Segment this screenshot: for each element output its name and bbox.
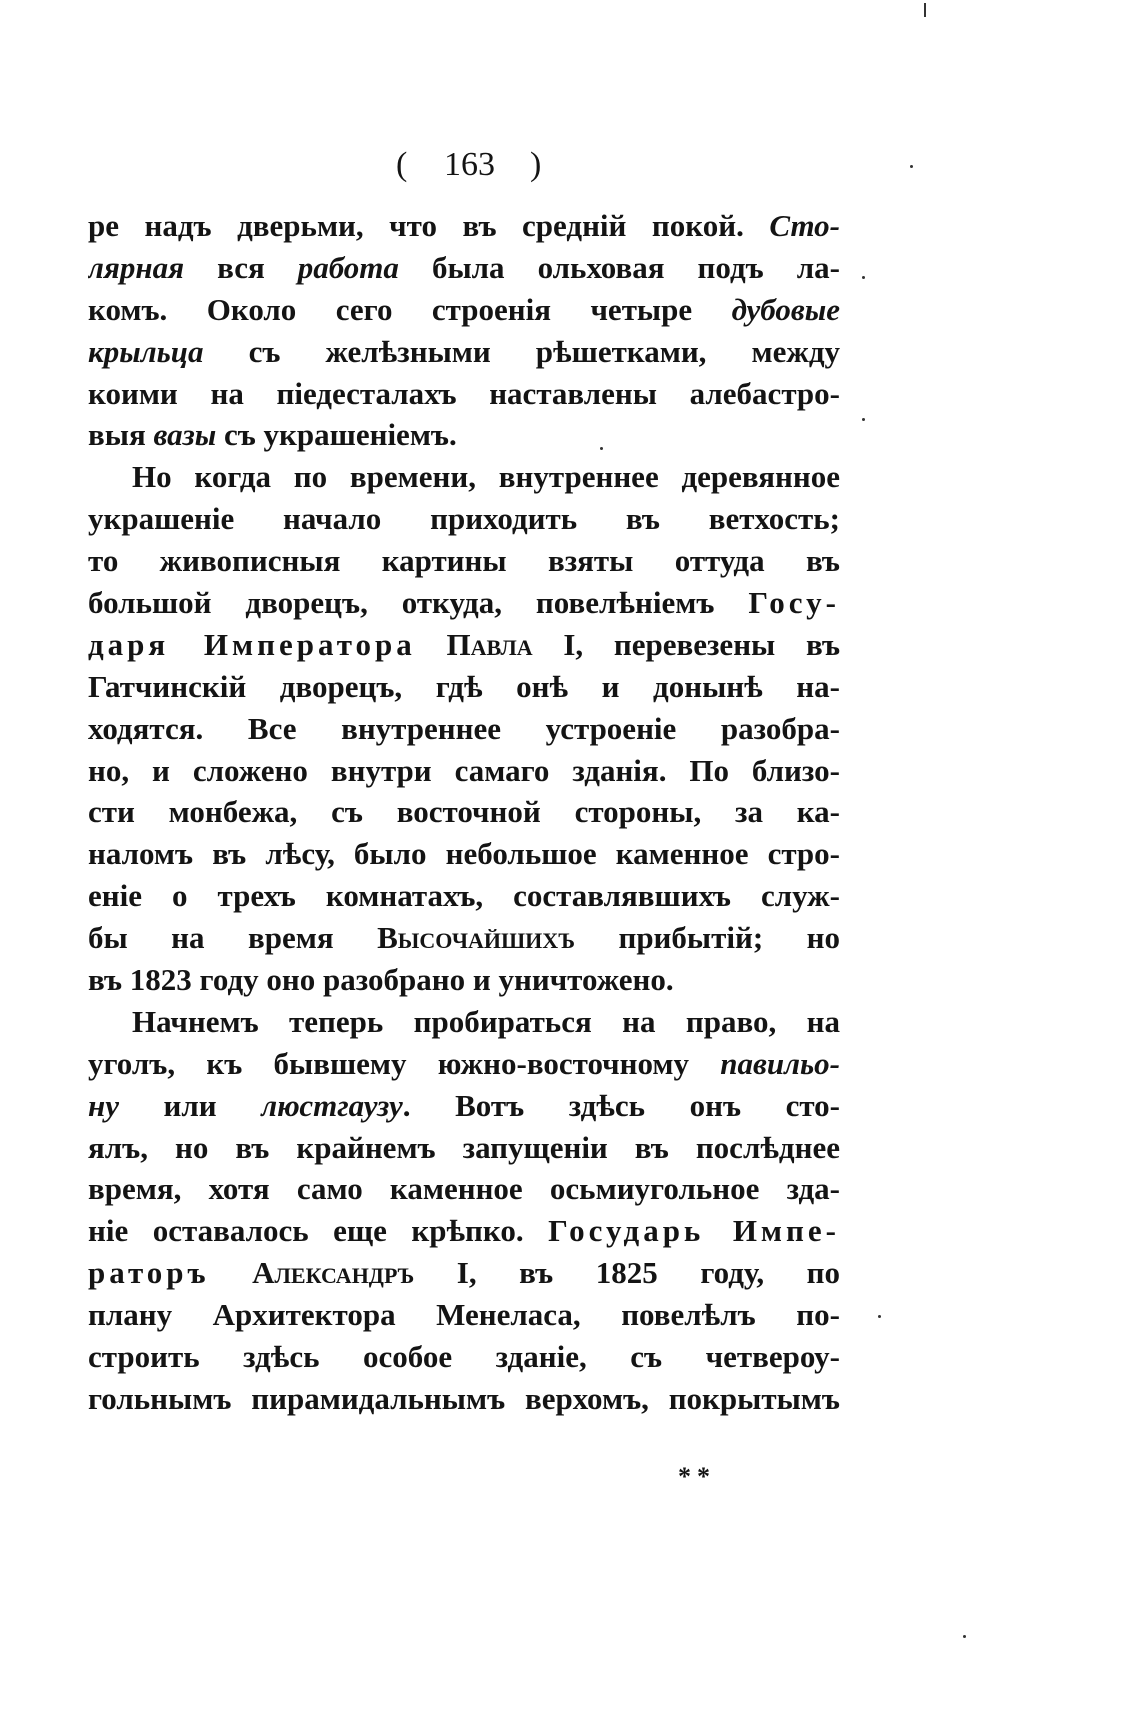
page-number-value: 163 — [444, 146, 495, 183]
spaced-name: Госу- — [748, 585, 840, 621]
italic-term: павильо- — [720, 1045, 840, 1081]
text-run: прибытій; но — [574, 920, 840, 956]
text-line — [88, 1168, 840, 1210]
text-run: сти монбежа, съ восточной стороны, за ка- — [88, 794, 840, 830]
scan-speck — [862, 418, 865, 421]
text-run: строить здѣсь особое зданіе, съ четвероу- — [88, 1339, 840, 1375]
scan-speck — [910, 165, 913, 168]
text-run: . Вотъ здѣсь онъ сто- — [402, 1087, 840, 1123]
text-line — [88, 1294, 840, 1336]
text-line — [88, 833, 840, 875]
text-line — [88, 750, 840, 792]
text-line — [88, 540, 840, 582]
text-run: еніе о трехъ комнатахъ, составлявшихъ служ- — [88, 878, 840, 914]
text-run: была ольховая подъ ла- — [398, 249, 840, 285]
small-caps-name: Павла I — [446, 626, 576, 662]
text-line — [88, 1252, 840, 1294]
spaced-name: раторъ — [88, 1255, 210, 1291]
text-line — [88, 624, 840, 666]
text-run: комъ. Около сего строенія четыре — [88, 291, 732, 327]
text-line — [88, 1085, 840, 1127]
text-run: украшеніе начало приходить въ ветхость; — [88, 501, 840, 537]
text-run: Гатчинскій дворецъ, гдѣ онѣ и донынѣ на- — [88, 668, 840, 704]
scan-speck — [600, 447, 603, 450]
text-run: ходятся. Все внутреннее устроеніе разобра- — [88, 710, 840, 746]
page-number-close-paren: ) — [530, 146, 542, 183]
text-line — [88, 875, 840, 917]
text-run: ялъ, но въ крайнемъ запущеніи въ послѣднее — [88, 1129, 840, 1165]
text-line — [88, 959, 840, 1001]
scan-speck — [862, 276, 865, 279]
text-line — [88, 247, 840, 289]
text-run: но, и сложено внутри самаго зданія. По близо- — [88, 752, 840, 788]
text-run: то живописныя картины взяты оттуда въ — [88, 543, 840, 579]
text-line — [88, 498, 840, 540]
page-number — [0, 140, 1140, 190]
italic-term: Сто- — [769, 208, 840, 243]
page-number-open-paren: ( — [396, 146, 408, 183]
italic-term: лярная — [88, 249, 185, 285]
italic-term: ну — [88, 1087, 119, 1123]
text-line — [88, 1210, 840, 1252]
text-line — [88, 791, 840, 833]
text-line — [88, 1001, 840, 1043]
text-line — [88, 917, 840, 959]
text-run: Начнемъ теперь пробираться на право, на — [132, 1003, 840, 1039]
text-run: Но когда по времени, внутреннее деревянное — [132, 459, 840, 495]
text-run: въ 1823 году оно разобрано и уничтожено. — [88, 962, 674, 998]
text-line — [88, 414, 840, 456]
text-run: ніе оставалось еще крѣпко. — [88, 1213, 549, 1249]
text-run: уголъ, къ бывшему южно-восточному — [88, 1045, 721, 1081]
small-caps-name: Высочайшихъ — [377, 920, 575, 956]
text-run — [210, 1255, 253, 1290]
italic-term: дубовые — [731, 291, 840, 327]
italic-term: люстгаузу — [261, 1087, 403, 1123]
text-run: большой дворецъ, откуда, повелѣніемъ — [88, 585, 749, 621]
italic-term: работа — [297, 249, 399, 285]
text-run: , перевезены въ — [575, 626, 840, 662]
text-line — [88, 1336, 840, 1378]
scan-speck — [924, 3, 926, 17]
text-run: , въ 1825 году, по — [468, 1255, 840, 1291]
spaced-name: даря Императора — [88, 626, 416, 662]
text-run: или — [118, 1087, 262, 1123]
text-line — [88, 666, 840, 708]
text-run: наломъ въ лѣсу, было небольшое каменное стро- — [88, 836, 840, 872]
text-run: ре надъ дверьми, что въ средній покой. — [88, 208, 770, 243]
text-line — [88, 205, 840, 247]
text-line — [88, 373, 840, 415]
text-line — [88, 1378, 840, 1420]
signature-mark: ** — [678, 1462, 716, 1491]
text-run: выя — [88, 417, 154, 453]
text-line — [88, 1043, 840, 1085]
text-line — [88, 582, 840, 624]
text-run: вся — [184, 249, 298, 285]
text-run: время, хотя само каменное осьмиугольное зда- — [88, 1171, 840, 1207]
italic-term: вазы — [153, 417, 217, 453]
text-line — [88, 456, 840, 498]
text-run: бы на время — [88, 920, 378, 956]
body-text — [88, 205, 840, 1420]
text-line — [88, 331, 840, 373]
text-run — [416, 627, 447, 662]
text-run: плану Архитектора Менеласа, повелѣлъ по- — [88, 1297, 840, 1333]
scan-speck — [963, 1635, 966, 1638]
small-caps-name: Александръ I — [252, 1255, 469, 1291]
text-line — [88, 708, 840, 750]
text-run: гольнымъ пирамидальнымъ верхомъ, покрытымъ — [88, 1380, 840, 1416]
text-run: коими на піедесталахъ наставлены алебастро- — [88, 375, 840, 411]
spaced-name: Государь Импе- — [548, 1213, 840, 1249]
text-run: съ желѣзными рѣшетками, между — [203, 333, 840, 369]
scan-speck — [878, 1315, 881, 1318]
text-run: съ украшеніемъ. — [216, 417, 457, 453]
italic-term: крыльца — [88, 333, 204, 369]
text-line — [88, 1127, 840, 1169]
text-line — [88, 289, 840, 331]
